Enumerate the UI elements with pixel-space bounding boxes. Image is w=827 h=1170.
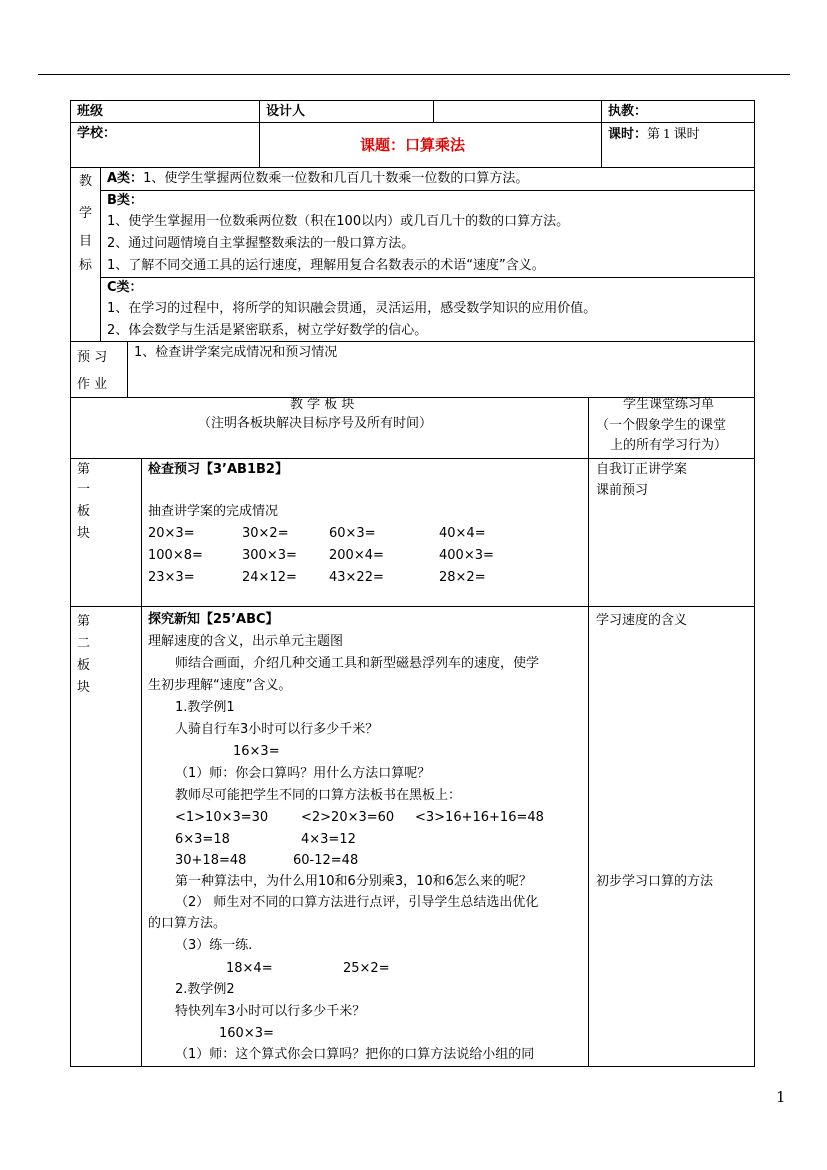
block2-title: 探究新知【25’ABC】: [148, 612, 279, 627]
content-line: 生初步理解“速度”含义。: [148, 678, 292, 693]
block2-note: 初步学习口算的方法: [596, 874, 714, 889]
block1-title: 检查预习【3’AB1B2】: [148, 462, 288, 477]
content-line: 第一种算法中，为什么用10和6分别乘3，10和6怎么来的呢？: [175, 874, 532, 889]
block1-note: 自我订正讲学案: [596, 462, 688, 477]
header-rule: [38, 74, 790, 75]
block1-note: 课前预习: [596, 483, 649, 498]
block2-side-char: 板: [77, 658, 91, 673]
goals-side-char: 标: [79, 258, 93, 273]
content-line: 25×2=: [343, 961, 390, 976]
period-field: [608, 124, 700, 145]
sections-subtitle: （注明各板块解决目标序号及所有时间）: [198, 416, 433, 431]
practice-title: 学生课堂练习单: [623, 397, 715, 412]
content-line: 2.教学例2: [175, 982, 235, 997]
content-line: 教师尽可能把学生不同的口算方法板书在黑板上：: [175, 788, 462, 803]
exercise-cell: 30×2=: [242, 526, 289, 541]
content-line: 理解速度的含义，出示单元主题图: [148, 634, 344, 649]
content-line: 30+18=48: [175, 853, 247, 868]
content-line: 6×3=18: [175, 832, 230, 847]
exec-label: 执教：: [608, 104, 648, 119]
sections-title: 教 学 板 块: [290, 397, 355, 412]
content-line: （3）练一练.: [175, 938, 253, 953]
practice-subtitle: 上的所有学习行为）: [610, 438, 728, 453]
exercise-cell: 23×3=: [148, 570, 195, 585]
exercise-cell: 43×22=: [329, 570, 384, 585]
content-line: 特快列车3小时可以行多少千米？: [175, 1004, 366, 1019]
content-line: 1.教学例1: [175, 700, 235, 715]
page-number: 1: [776, 1088, 786, 1106]
school-label: 学校：: [77, 126, 117, 141]
goal-b-item: 1、使学生掌握用一位数乘两位数（积在100以内）或几百几十的数的口算方法。: [107, 214, 570, 229]
goals-side-char: 学: [79, 206, 93, 221]
period-value: 第: [647, 127, 661, 142]
block1-side-char: 一: [77, 482, 91, 497]
exercise-cell: 400×3=: [439, 548, 494, 563]
content-line: 18×4=: [226, 961, 273, 976]
content-line: （1）师：这个算式你会口算吗？把你的口算方法说给小组的同: [175, 1047, 535, 1062]
preview-side-label: 作 业: [77, 377, 108, 392]
content-line: 16×3=: [233, 744, 280, 759]
exercise-cell: 60×3=: [329, 526, 376, 541]
method-2: <2>20×3=60: [301, 810, 395, 825]
exercise-cell: 24×12=: [242, 570, 297, 585]
content-line: （1）师：你会口算吗？用什么方法口算呢？: [175, 766, 431, 781]
exercise-cell: 100×8=: [148, 548, 203, 563]
content-line: 师结合画面，介绍几种交通工具和新型磁悬浮列车的速度，使学: [175, 656, 540, 671]
class-label: 班级: [77, 104, 104, 119]
block1-side-char: 第: [77, 462, 91, 477]
block2-side-char: 第: [77, 614, 91, 629]
goal-c-item: 1、在学习的过程中，将所学的知识融会贯通，灵活运用，感受数学知识的应用价值。: [107, 301, 597, 316]
period-unit: 课时: [673, 127, 700, 142]
block2-side-char: 二: [77, 636, 91, 651]
content-line: 160×3=: [219, 1026, 274, 1041]
content-line: 人骑自行车3小时可以行多少千米？: [175, 722, 379, 737]
goal-a-text: 1、使学生掌握两位数乘一位数和几百几十数乘一位数的口算方法。: [143, 171, 529, 186]
goal-a: [107, 169, 528, 189]
block1-side-char: 板: [77, 504, 91, 519]
block1-intro: 抽查讲学案的完成情况: [148, 504, 279, 519]
goal-b-item: 2、通过问题情境自主掌握整数乘法的一般口算方法。: [107, 236, 415, 251]
method-1: <1>10×3=30: [175, 810, 269, 825]
goal-a-label: A类：: [107, 171, 144, 186]
content-line: （2） 师生对不同的口算方法进行点评，引导学生总结选出优化: [175, 895, 539, 910]
preview-text: 1、检查讲学案完成情况和预习情况: [134, 345, 338, 360]
block2-note: 学习速度的含义: [596, 613, 688, 628]
practice-subtitle: （一个假象学生的课堂: [596, 418, 727, 433]
preview-side-label: 预 习: [77, 350, 108, 365]
goal-b-label: B类：: [107, 193, 143, 208]
period-number: 1: [663, 127, 671, 141]
exercise-cell: 300×3=: [242, 548, 297, 563]
goal-c-item: 2、体会数学与生活是紧密联系，树立学好数学的信心。: [107, 323, 428, 338]
goals-side-char: 教: [79, 174, 93, 189]
exercise-cell: 200×4=: [329, 548, 384, 563]
content-line: 的口算方法。: [148, 916, 227, 931]
goals-side-char: 目: [79, 234, 93, 249]
page-title: 课题：口算乘法: [360, 136, 466, 154]
content-line: 60-12=48: [293, 853, 359, 868]
exercise-cell: 40×4=: [439, 526, 486, 541]
method-3: <3>16+16+16=48: [415, 810, 544, 825]
content-line: 4×3=12: [301, 832, 356, 847]
goal-c-label: C类：: [107, 280, 143, 295]
exercise-cell: 20×3=: [148, 526, 195, 541]
designer-label: 设计人: [266, 104, 306, 119]
exercise-cell: 28×2=: [439, 570, 486, 585]
period-label: 课时：: [608, 127, 648, 142]
goal-b-item: 1、了解不同交通工具的运行速度，理解用复合名数表示的术语“速度”含义。: [107, 258, 545, 273]
block1-side-char: 块: [77, 526, 91, 541]
block2-side-char: 块: [77, 680, 91, 695]
